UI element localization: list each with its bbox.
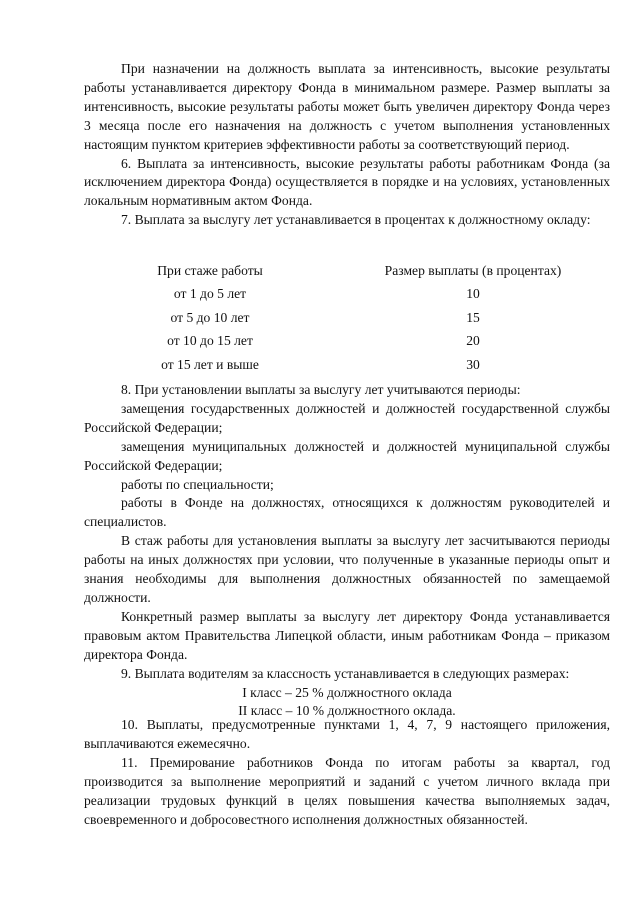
table-cell: 30 [466,356,480,372]
text-block-middle [84,381,610,721]
table-cell: от 15 лет и выше [161,356,259,372]
table-row [84,332,610,355]
paragraph-8-item: замещения государственных должностей и должностей государственной службы Российской Федерации; [84,400,610,435]
paragraph-9: 9. Выплата водителям за классность устанавливается в следующих размерах: [121,665,570,681]
table-row [84,356,610,379]
paragraph-8-item: работы в Фонде на должностях, относящихся к должностям руководителей и специалистов. [84,495,610,530]
table-cell: от 5 до 10 лет [170,309,250,325]
seniority-table [84,262,610,379]
paragraph-8-item: замещения муниципальных должностей и должностей муниципальной службы Российской Федерации; [84,438,610,473]
table-header-row [84,262,610,285]
paragraph-seniority-amount: Конкретный размер выплаты за выслугу лет директору Фонда устанавливается правовым актом Правительства Липецкой области, иным работникам Фонда – приказом директора Фонда. [84,608,610,662]
paragraph-7: 7. Выплата за выслугу лет устанавливается в процентах к должностному окладу: [121,212,591,228]
paragraph-11: 11. Премирование работников Фонда по итогам работы за квартал, год производится за выполнение мероприятий и заданий с учетом личного вклада при реализации трудовых функций в целях повышения качества выполняемых задач, своевременного и добросовестного исполнения должностных обязанностей. [84,754,610,827]
class-rate-line: II класс – 10 % должностного оклада. [238,703,456,719]
table-cell: 20 [466,333,480,349]
table-header-cell: Размер выплаты (в процентах) [384,263,562,278]
text-block-top [84,60,610,230]
class-rate-line: I класс – 25 % должностного оклада [242,684,452,700]
paragraph-6: 6. Выплата за интенсивность, высокие результаты работы работникам Фонда (за исключением директора Фонда) осуществляется в порядке и на условиях, установленных локальным нормативным актом Фонда. [84,155,610,209]
table-cell: 15 [466,309,480,325]
paragraph-seniority-periods: В стаж работы для установления выплаты за выслугу лет засчитываются периоды работы на иных должностях при условии, что полученные в указанные периоды опыт и знания необходимы для выполнения должностных обязанностей по замещаемой должности. [84,533,610,605]
table-row [84,285,610,308]
table-row [84,309,610,332]
table-cell: от 1 до 5 лет [173,286,247,302]
table-header-cell: При стаже работы [157,263,263,278]
text-block-bottom [84,716,610,829]
paragraph-8: 8. При установлении выплаты за выслугу лет учитываются периоды: [121,382,521,397]
paragraph-8-item: работы по специальности; [121,476,274,492]
paragraph-appointment: При назначении на должность выплата за интенсивность, высокие результаты работы устанавливается директору Фонда в минимальном размере. Размер выплаты за интенсивность, высокие результаты работы может быть увеличен директору Фонда через 3 месяца после его назначения на должность с учетом выполнения установленных настоящим пунктом критериев эффективности работы за соответствующий период. [84,61,610,152]
paragraph-10: 10. Выплаты, предусмотренные пунктами 1, 4, 7, 9 настоящего приложения, выплачиваются ежемесячно. [84,717,610,751]
table-cell: 10 [466,286,480,302]
table-cell: от 10 до 15 лет [167,333,253,349]
